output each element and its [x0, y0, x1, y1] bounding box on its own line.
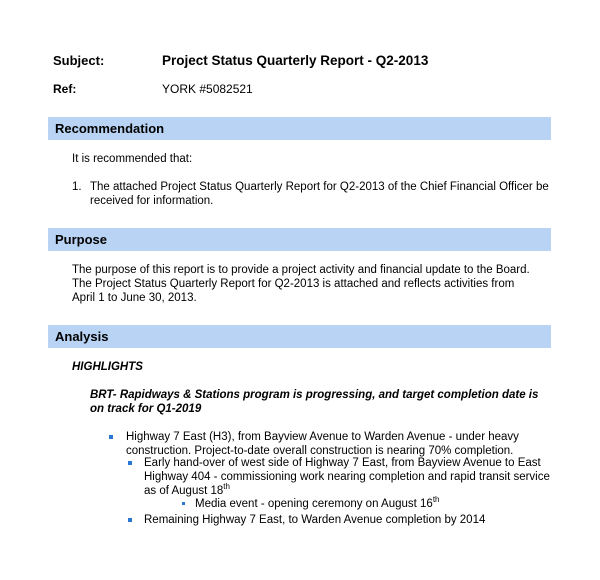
purpose-line2: The Project Status Quarterly Report for Q2-2013 is attached and reflects activities from: [72, 278, 515, 290]
recommendation-intro: It is recommended that:: [72, 153, 193, 165]
analysis-subheading-line1: BRT- Rapidways & Stations program is progressing, and target completion date is: [90, 389, 539, 401]
subject-value: Project Status Quarterly Report - Q2-2013: [162, 53, 429, 68]
sub1-line1: Early hand-over of west side of Highway 7 East, from Bayview Avenue to East: [144, 457, 541, 469]
bullet-marker: [109, 435, 113, 439]
subsub1-text: Media event - opening ceremony on August 16: [195, 498, 433, 510]
sub1-line2: Highway 404 - commissioning work nearing completion and rapid transit service: [144, 471, 550, 483]
recommendation-header: [48, 117, 551, 140]
highlights-label: HIGHLIGHTS: [72, 361, 143, 373]
analysis-header: [48, 325, 551, 348]
purpose-title: Purpose: [55, 232, 108, 247]
bullet1-line1: Highway 7 East (H3), from Bayview Avenue to Warden Avenue - under heavy: [126, 431, 519, 443]
sub1-ordinal: th: [223, 482, 230, 492]
purpose-line3: April 1 to June 30, 2013.: [72, 292, 197, 304]
ref-label: Ref:: [53, 82, 77, 96]
subsub1-ordinal: th: [432, 495, 440, 505]
recommendation-item-line1: The attached Project Status Quarterly Report for Q2-2013 of the Chief Financial Officer be: [90, 181, 549, 193]
sub-bullet-marker: [128, 518, 132, 522]
ref-value: YORK #5082521: [162, 82, 253, 96]
sub-bullet-marker: [128, 461, 132, 465]
bullet1-line2: construction. Project-to-date overall construction is nearing 70% completion.: [126, 445, 514, 457]
analysis-title: Analysis: [55, 329, 109, 344]
recommendation-title: Recommendation: [55, 121, 165, 136]
purpose-line1: The purpose of this report is to provide a project activity and financial update to the Board.: [72, 264, 530, 276]
sub1-line3-text: as of August 18: [144, 485, 224, 497]
recommendation-item-line2: received for information.: [90, 195, 214, 207]
purpose-header: [48, 228, 551, 251]
subject-label: Subject:: [53, 53, 105, 68]
analysis-subheading-line2: on track for Q1-2019: [90, 403, 202, 415]
subsub-bullet-marker: [182, 502, 185, 505]
sub2-line: Remaining Highway 7 East, to Warden Avenue completion by 2014: [144, 514, 486, 526]
recommendation-item-number: 1.: [72, 181, 82, 193]
subsub1-line: [195, 497, 440, 512]
